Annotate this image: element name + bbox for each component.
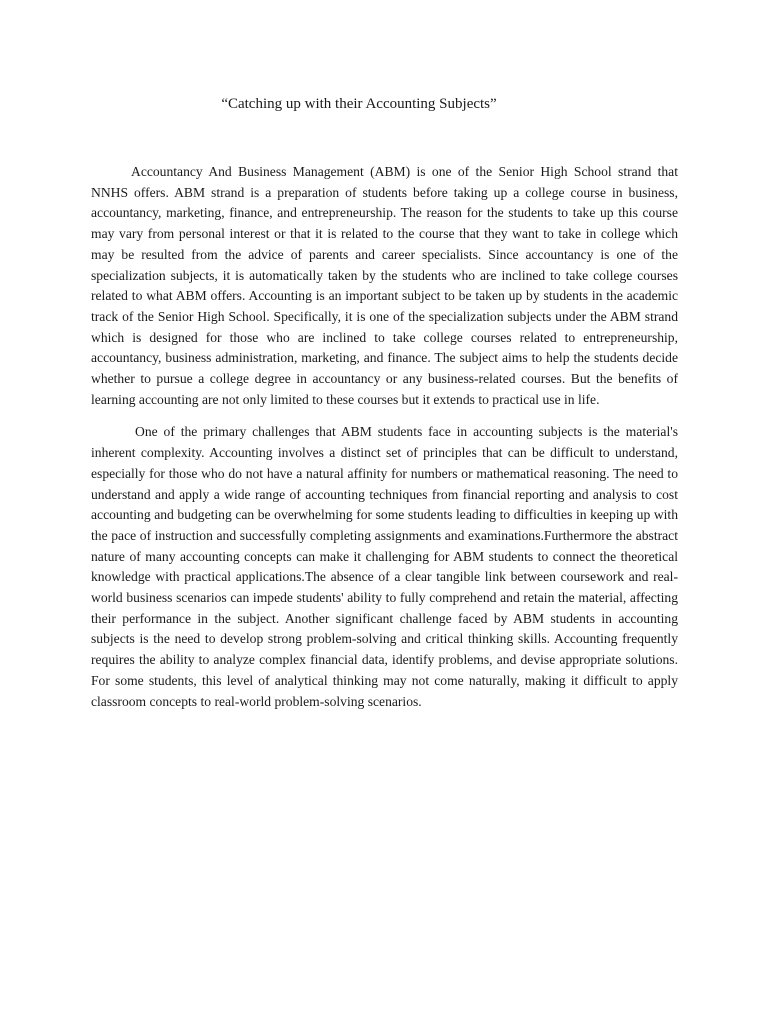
paragraph-introduction: Accountancy And Business Management (ABM) is one of the Senior High School strand that NNHS offers. ABM strand is a preparation of students before taking up a college course in business, accountancy, marketing, finance, and entrepreneurship. The reason for the students to take up this course may vary from personal interest or that it is related to the course that they want to take in college which may be resulted from the advice of parents and career specialists. Since accountancy is one of the specialization subjects, it is automatically taken by the students who are inclined to take college courses related to what ABM offers. Accounting is an important subject to be taken up by students in the academic track of the Senior High School. Specifically, it is one of the specialization subjects under the ABM strand which is designed for those who are inclined to take college courses related to entrepreneurship, accountancy, business administration, marketing, and finance. The subject aims to help the students decide whether to pursue a college degree in accountancy or any business-related courses. But the benefits of learning accounting are not only limited to these courses but it extends to practical use in life. <box>91 164 678 407</box>
document-body <box>91 162 678 724</box>
document-title: “Catching up with their Accounting Subjects” <box>221 96 497 112</box>
paragraph-challenges: One of the primary challenges that ABM students face in accounting subjects is the material's inherent complexity. Accounting involves a distinct set of principles that can be difficult to understand, especially for those who do not have a natural affinity for numbers or mathematical reasoning. The need to understand and apply a wide range of accounting techniques from financial reporting and analysis to cost accounting and budgeting can be overwhelming for some students leading to difficulties in keeping up with the pace of instruction and successfully completing assignments and examinations.Furthermore the abstract nature of many accounting concepts can make it challenging for ABM students to connect the theoretical knowledge with practical applications.The absence of a clear tangible link between coursework and real-world business scenarios can impede students' ability to fully comprehend and retain the material, affecting their performance in the subject. Another significant challenge faced by ABM students in accounting subjects is the need to develop strong problem-solving and critical thinking skills. Accounting frequently requires the ability to analyze complex financial data, identify problems, and devise appropriate solutions. For some students, this level of analytical thinking may not come naturally, making it difficult to apply classroom concepts to real-world problem-solving scenarios. <box>91 424 678 709</box>
